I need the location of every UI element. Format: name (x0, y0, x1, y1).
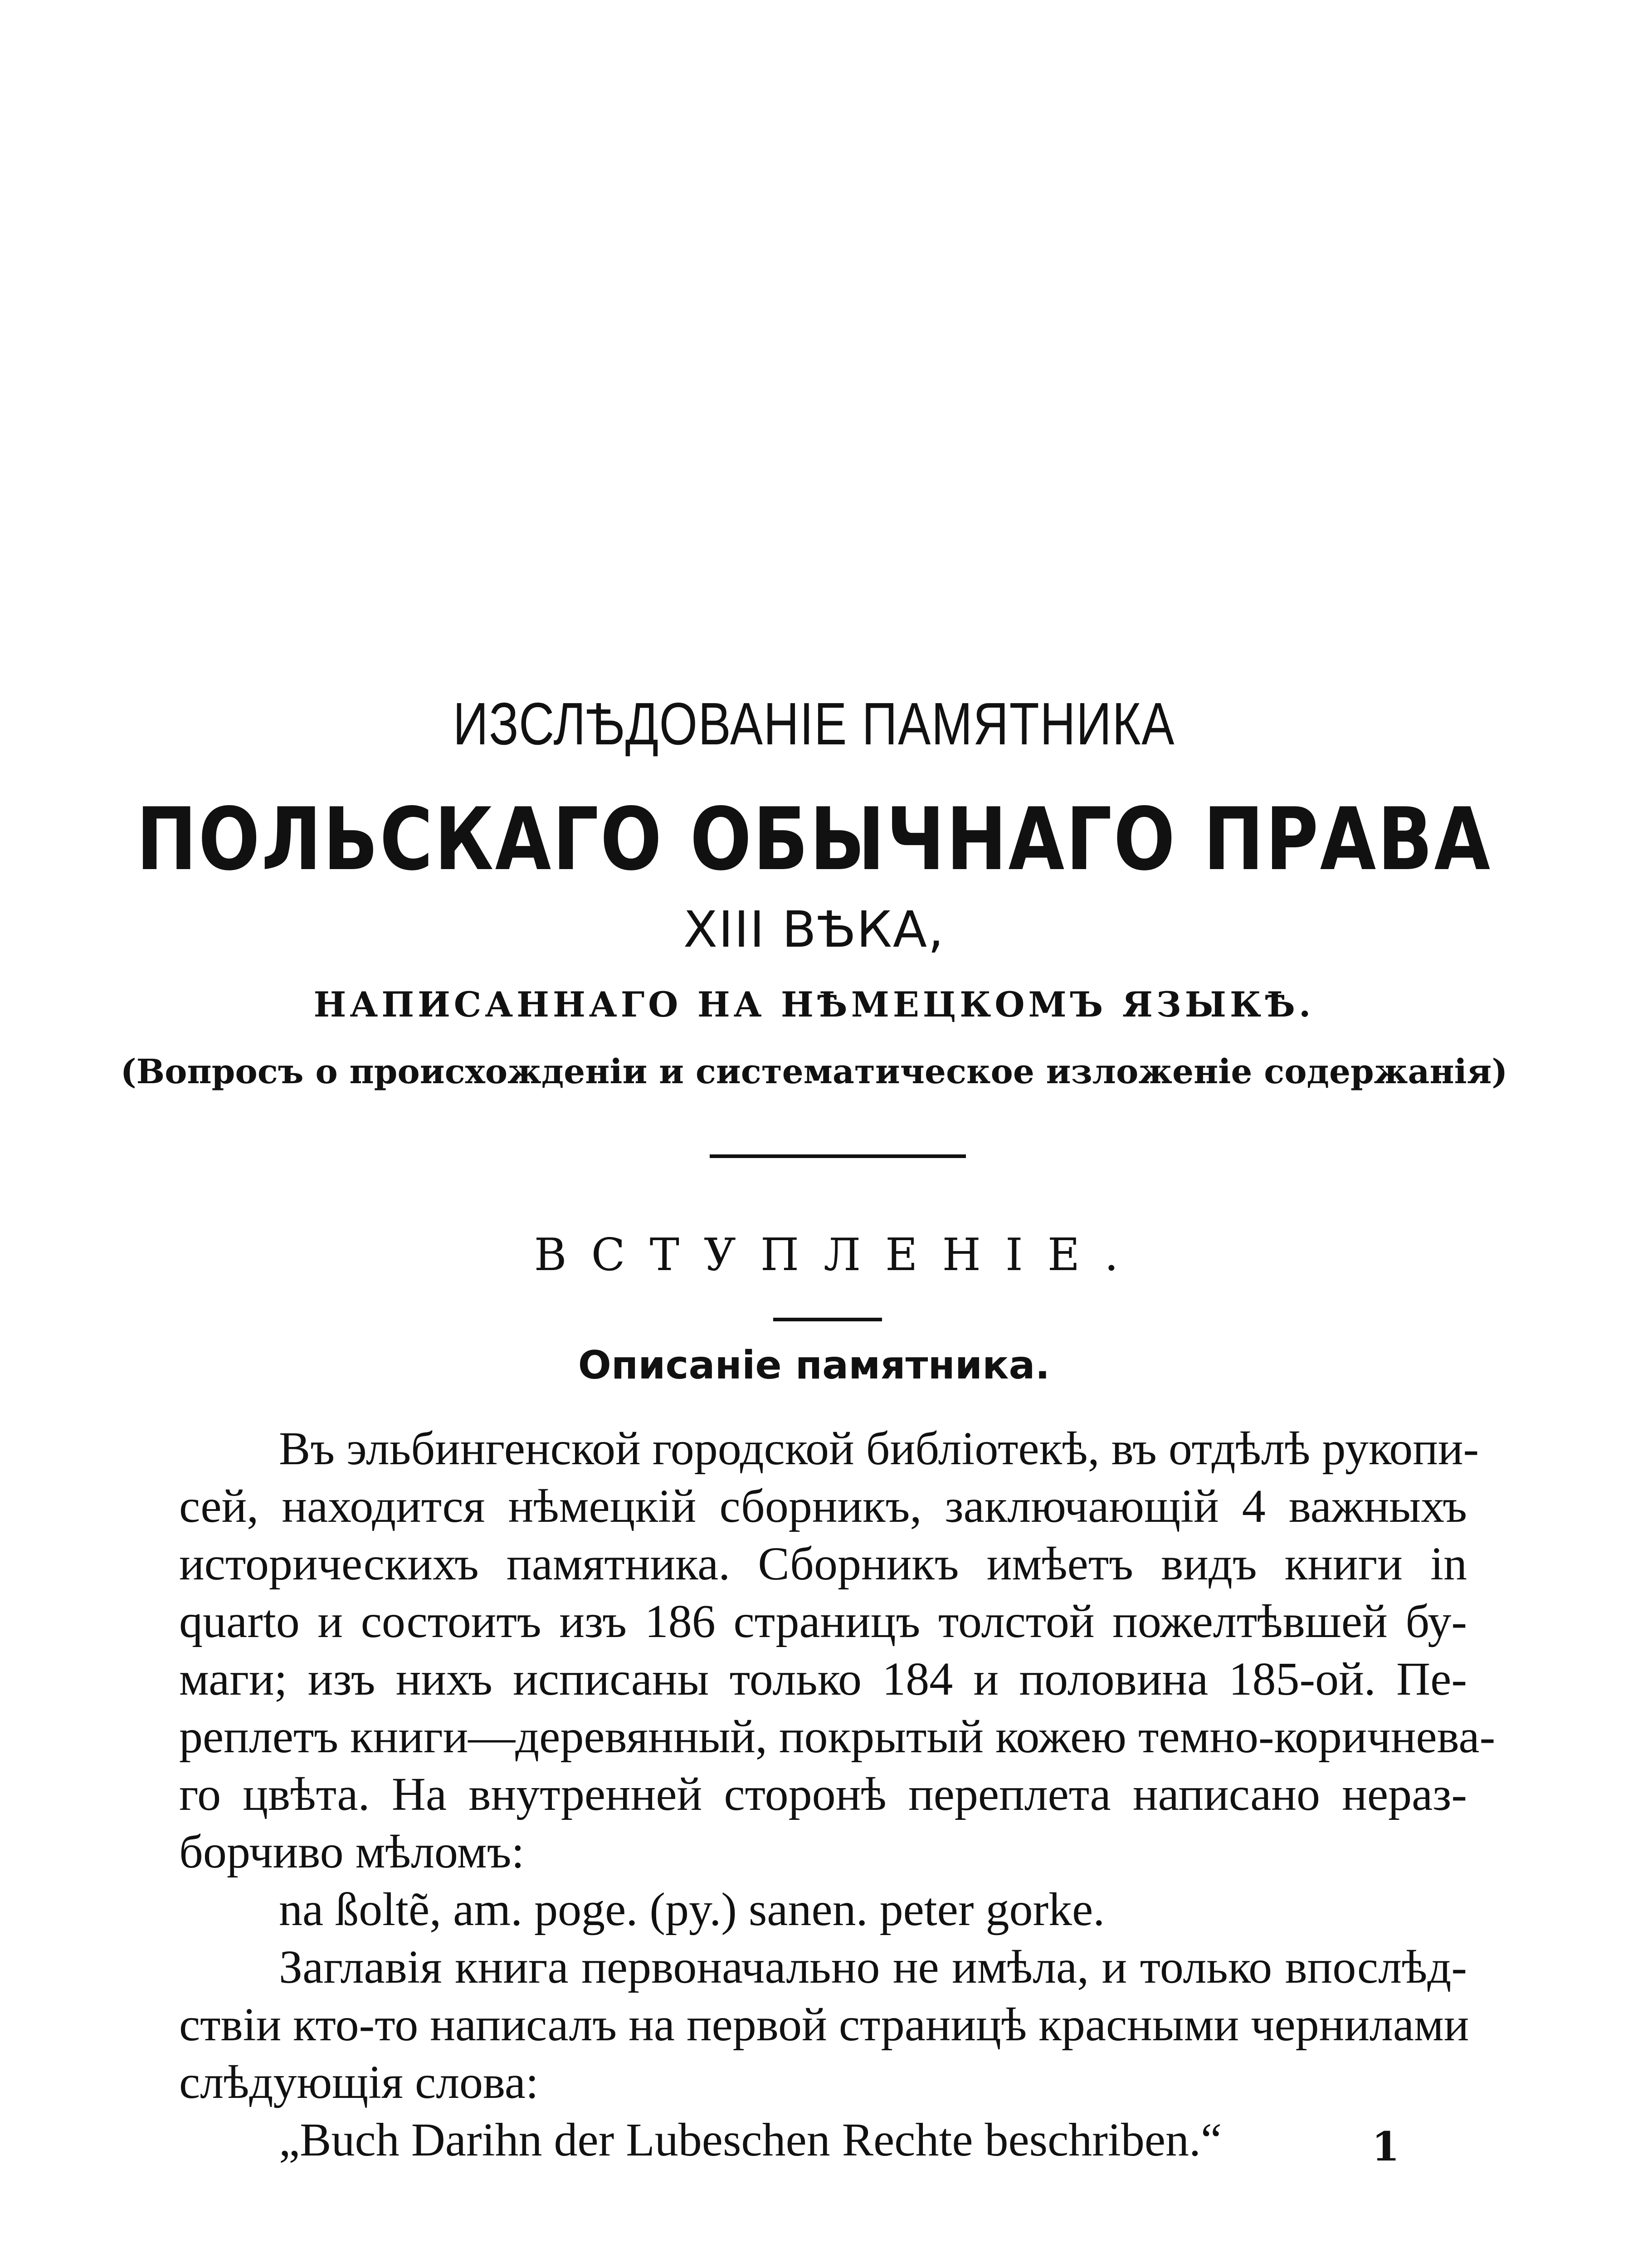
title-line-3: XIII ВѢКА, (683, 900, 945, 958)
title-line-5: (Вопросъ о происхожденіи и систематическое изложеніе содержанія) (120, 1052, 1508, 1091)
title-line-4: НАПИСАННАГО НА НѢМЕЦКОМЪ ЯЗЫКѢ. (313, 984, 1315, 1025)
body-text (179, 1420, 1496, 2169)
body-line-5: маги; изъ нихъ исписаны только 184 и половина 185-ой. Пе- (179, 1653, 1467, 1705)
title-line-2: ПОЛЬСКАГО ОБЫЧНАГО ПРАВА (136, 789, 1492, 890)
page-number: 1 (1372, 2123, 1400, 2170)
body-line-4: quarto и состоитъ изъ 186 страницъ толстой пожелтѣвшей бу- (179, 1595, 1467, 1647)
title-line-1: ИЗСЛѢДОВАНІЕ ПАМЯТНИКА (453, 690, 1175, 757)
body-line-11: ствіи кто-то написалъ на первой страницѣ красными чернилами (179, 1999, 1469, 2051)
divider-long (710, 1154, 966, 1158)
body-line-9: na ßoltẽ, am. poge. (py.) sanen. peter gorke. (279, 1883, 1105, 1936)
section-subheading: Описаніе памятника. (578, 1343, 1050, 1388)
body-line-2: сей, находится нѣмецкій сборникъ, заключающій 4 важныхъ (179, 1480, 1467, 1532)
body-line-10: Заглавія книга первоначально не имѣла, и только впослѣд- (279, 1941, 1467, 1993)
body-line-13: „Buch Darihn der Lubeschen Rechte beschriben.“ (279, 2114, 1222, 2166)
body-line-12: слѣдующія слова: (179, 2056, 539, 2108)
divider-short (773, 1318, 882, 1321)
section-heading: ВСТУПЛЕНІЕ. (534, 1229, 1143, 1281)
body-line-8: борчиво мѣломъ: (179, 1826, 525, 1878)
body-line-7: го цвѣта. На внутренней сторонѣ переплета написано нераз- (179, 1768, 1467, 1820)
body-line-3: историческихъ памятника. Сборникъ имѣетъ видъ книги in (179, 1538, 1467, 1590)
body-line-6: реплетъ книги—деревянный, покрытый кожею темно-коричнева- (179, 1711, 1496, 1763)
body-line-1: Въ эльбингенской городской библіотекѣ, въ отдѣлѣ рукопи- (279, 1422, 1479, 1475)
